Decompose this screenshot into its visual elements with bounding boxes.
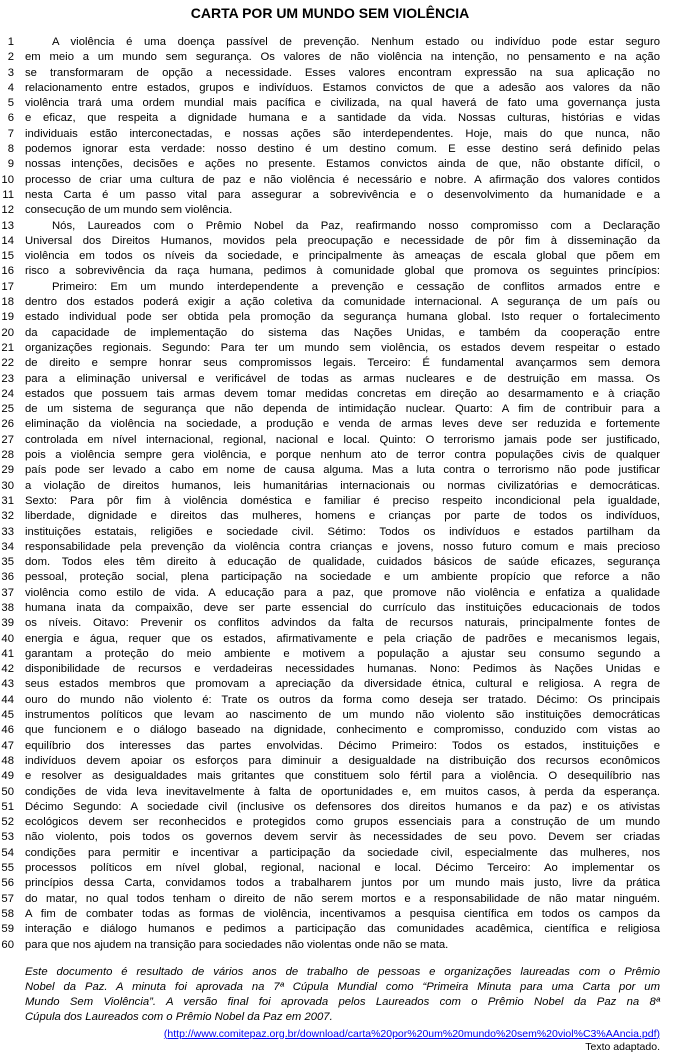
line-number: 8	[7, 143, 14, 156]
line-text: responsabilidade pela prevenção da violência contra crianças e jovens, nosso futuro comum e mais precioso	[25, 540, 660, 553]
line-text: se transformaram de opção a necessidade. Esses valores encontram expressão na sua aplicação no	[25, 66, 660, 79]
text-line	[0, 601, 660, 616]
line-text: podemos ignorar esta verdade: nosso destino é um destino comum. E esse destino será definido pelas	[25, 143, 660, 156]
line-number: 40	[1, 632, 14, 645]
source-link[interactable]	[164, 1028, 660, 1040]
text-line	[0, 938, 660, 953]
line-number: 29	[1, 464, 14, 477]
text-line	[0, 785, 660, 800]
line-text: para que nos ajudem na transição para sociedades não violentas onde não se mata.	[25, 938, 449, 951]
line-text: do matar, no qual todos tenham o direito de não serem mortos e a responsabilidade de não matar ninguém.	[25, 892, 660, 905]
text-line	[0, 372, 660, 387]
line-number: 60	[1, 938, 14, 951]
text-line	[0, 234, 660, 249]
line-text: indivíduos devem apoiar os esforços para diminuir a desigualdade na distribuição dos recursos econômicos	[25, 754, 660, 767]
line-text: individuais estão interconectadas, e nossas ações são interdependentes. Hoje, mais do que nunca, não	[25, 127, 660, 140]
line-number: 10	[1, 173, 14, 186]
line-number: 14	[1, 234, 14, 247]
line-number: 32	[1, 510, 14, 523]
line-text: pessoal, proteção social, plena participação na sociedade e um ambiente propício que reforce a não	[25, 571, 660, 584]
line-number: 56	[1, 877, 14, 890]
line-number: 11	[2, 188, 14, 201]
text-line	[0, 264, 660, 279]
line-number: 7	[7, 127, 14, 140]
line-text: ouro do mundo não violento é: Trate os outros da forma como deseja ser tratado. Décimo: Os principais	[25, 693, 660, 706]
text-line	[0, 830, 660, 845]
text-line	[0, 555, 660, 570]
line-number: 26	[1, 418, 14, 431]
text-line	[0, 662, 660, 677]
line-number: 15	[1, 250, 14, 263]
line-text: e eficaz, que respeita a dignidade humana e a santidade da vida. Nossas culturas, histórias e vidas	[25, 112, 660, 125]
text-line	[0, 387, 660, 402]
footer-paragraph	[25, 965, 660, 1026]
line-text: processos políticos em nível global, regional, nacional e local. Décimo Terceiro: Ao implementar os	[25, 862, 660, 875]
text-line	[0, 35, 660, 50]
line-number: 33	[1, 525, 14, 538]
line-number: 41	[1, 647, 14, 660]
line-number: 54	[1, 846, 14, 859]
text-line	[0, 402, 660, 417]
text-line	[0, 249, 660, 264]
text-line	[0, 463, 660, 478]
line-text: dentro dos estados poderá exigir a ação coletiva da comunidade internacional. A segurança de um país ou	[25, 296, 660, 309]
line-number: 1	[7, 36, 14, 48]
text-line	[0, 127, 660, 142]
line-number: 22	[1, 357, 14, 370]
line-text: interação e diálogo humanos e pedimos a participação das comunidades acadêmica, científica e religiosa	[25, 923, 660, 936]
line-number: 43	[1, 678, 14, 691]
line-number: 38	[1, 601, 14, 614]
line-text: eliminação da violência na sociedade, a produção e venda de armas leves deve ser reduzida e fortemente	[25, 418, 660, 431]
footer-line: Mundo Sem Violência”. A versão final foi aprovada pelos Laureados com o Prêmio Nobel da Paz na 8ª	[25, 996, 660, 1009]
line-text: processo de criar uma cultura de paz e não violência é necessário e nobre. A afirmação dos valores contidos	[25, 173, 660, 186]
text-line	[0, 81, 660, 96]
line-number: 13	[1, 219, 14, 232]
line-text: dom. Todos eles têm direito à educação de qualidade, cuidados básicos de saúde eficazes, segurança	[25, 556, 660, 569]
text-line	[0, 754, 660, 769]
line-text: condições de vida leva inevitavelmente à falta de oportunidades e, em muitos casos, à perda da esperança.	[25, 785, 660, 798]
source-link-paren-close: )	[656, 1027, 660, 1040]
line-text: relacionamento entre estados, grupos e indivíduos. Estamos convictos de que a adesão aos valores da não	[25, 81, 660, 94]
line-text: Décimo Segundo: A sociedade civil (inclusive os defensores dos direitos humanos e da paz) e os ativistas	[25, 800, 660, 813]
text-line	[0, 570, 660, 585]
line-text: instrumentos políticos que levam ao nascimento de um mundo não violento são instituições democráticas	[25, 709, 660, 722]
line-number: 47	[1, 739, 14, 752]
text-line	[0, 907, 660, 922]
text-line	[0, 448, 660, 463]
text-line	[0, 647, 660, 662]
text-line	[0, 111, 660, 126]
line-text: não violento, pois todos os governos devem servir às necessidades de seu povo. Devem ser criadas	[25, 831, 660, 844]
line-number: 30	[1, 479, 14, 492]
text-line	[0, 219, 660, 234]
line-number: 57	[1, 892, 14, 905]
text-line	[0, 861, 660, 876]
line-text: violência trará uma ordem mundial mais pacífica e civilizada, na qual haverá de fato uma governança justa	[25, 97, 660, 110]
line-text: de um sistema de segurança que não dependa de intimidação nuclear. Quarto: A fim de contribuir para a	[25, 403, 660, 416]
text-line	[0, 479, 660, 494]
text-line	[0, 922, 660, 937]
document-title: CARTA POR UM MUNDO SEM VIOLÊNCIA	[190, 5, 470, 21]
line-number: 27	[1, 433, 14, 446]
line-text: violência em todos os níveis da sociedade, e principalmente às ameaças de escala global que põem em	[25, 250, 660, 263]
text-line	[0, 616, 660, 631]
line-text: nossas intenções, decisões e ações no presente. Estamos convictos ainda de que, não obstante difícil, o	[25, 158, 660, 171]
line-text: energia e água, requer que os estados, afirmativamente e pela criação de padrões e mecanismos legais,	[25, 632, 660, 645]
text-line	[0, 769, 660, 784]
text-line	[0, 540, 660, 555]
line-number: 35	[1, 556, 14, 569]
line-text: violência como estilo de vida. A educação para a paz, que promove não violência e enfatiza a qualidade	[25, 586, 660, 599]
text-line	[0, 509, 660, 524]
text-line	[0, 66, 660, 81]
source-link-paren-open: (	[163, 1027, 168, 1040]
line-number: 31	[1, 494, 14, 507]
line-number: 17	[1, 280, 14, 293]
line-number: 48	[1, 754, 14, 767]
text-line	[0, 356, 660, 371]
line-number: 59	[1, 923, 14, 936]
text-line	[0, 846, 660, 861]
text-line	[0, 280, 660, 295]
footer-line: Este documento é resultado de vários anos de trabalho de pessoas e organizações laureadas com o Prêmio	[25, 965, 660, 978]
credit-text: Texto adaptado.	[585, 1040, 660, 1053]
line-text: os níveis. Oitavo: Prevenir os conflitos advindos da falta de recursos naturais, principalmente fontes de	[25, 617, 660, 630]
line-number: 16	[1, 265, 14, 278]
line-number: 4	[7, 81, 14, 94]
line-text: de direito e sempre honrar seus compromissos legais. Terceiro: É fundamental avançarmos sem demora	[25, 357, 660, 370]
text-line	[0, 326, 660, 341]
line-number: 25	[1, 403, 14, 416]
line-number: 34	[1, 540, 14, 553]
line-number: 12	[1, 204, 14, 217]
text-line	[0, 723, 660, 738]
text-line	[0, 525, 660, 540]
line-number: 52	[1, 816, 14, 829]
line-number: 39	[1, 617, 14, 630]
line-number: 19	[1, 311, 14, 324]
line-text: consecução de um mundo sem violência.	[25, 204, 233, 217]
line-text: controlada em nível internacional, regional, nacional e local. Quinto: O terrorismo jamais pode ser justificado,	[25, 433, 660, 446]
text-line	[0, 708, 660, 723]
line-text: para a eliminação universal e verificável de todas as armas nucleares e de destruição em massa. Os	[25, 372, 660, 385]
line-text: em meio a um mundo sem segurança. Os valores de não violência na intenção, no pensamento e na ação	[25, 51, 660, 64]
text-line	[0, 203, 660, 218]
text-line	[0, 632, 660, 647]
line-number: 9	[7, 158, 14, 171]
line-number: 45	[1, 709, 14, 722]
source-link-url: http://www.comitepaz.org.br/download/carta%20por%20um%20mundo%20sem%20viol%C3%AAncia.pdf	[167, 1027, 657, 1040]
text-line	[0, 188, 660, 203]
line-number: 6	[7, 112, 14, 125]
line-number: 23	[1, 372, 14, 385]
text-line	[0, 739, 660, 754]
line-text: pois a violência sempre gera violência, e porque nenhum ato de terror contra populações civis de qualquer	[25, 449, 660, 462]
footer-note	[25, 965, 660, 1053]
text-line	[0, 96, 660, 111]
line-number: 46	[1, 724, 14, 737]
line-text: Nós, Laureados com o Prêmio Nobel da Paz, reafirmando nosso compromisso com a Declaração	[52, 219, 660, 232]
line-text: país pode ser levado a cabo em nome de causa alguma. Mas a luta contra o terrorismo não pode justificar	[25, 464, 660, 477]
text-line	[0, 693, 660, 708]
text-line	[0, 494, 660, 509]
line-number: 55	[1, 862, 14, 875]
text-line	[0, 433, 660, 448]
text-line	[0, 892, 660, 907]
line-number: 20	[1, 326, 14, 339]
line-text: estado individual pode ser obtida pela promoção da segurança humana global. Isto requer o fortalecimento	[25, 311, 660, 324]
line-text: equilíbrio dos interesses das partes envolvidas. Décimo Primeiro: Todos os estados, instituições e	[25, 739, 660, 752]
line-text: risco a sobrevivência da raça humana, pedimos à comunidade global que promova os seguintes princípios:	[25, 265, 660, 278]
text-line	[0, 341, 660, 356]
text-line	[0, 815, 660, 830]
line-number: 49	[1, 770, 14, 783]
text-line	[0, 295, 660, 310]
line-number: 2	[7, 51, 14, 64]
line-text: garantam a proteção do meio ambiente e motivem a população a ajustar seu consumo segundo a	[25, 647, 660, 660]
line-text: princípios dessa Carta, convidamos todos a trabalharem juntos por um mundo mais justo, livre da prática	[25, 877, 660, 890]
line-text: Sexto: Para pôr fim à violência doméstica e familiar é preciso respeito incondicional pela igualdade,	[25, 494, 660, 507]
line-text: disponibilidade de recursos e verdadeiras necessidades humanas. Nono: Pedimos às Nações Unidas e	[25, 663, 660, 676]
text-line	[0, 417, 660, 432]
line-text: liberdade, dignidade e direitos das mulheres, homens e crianças por parte de todos os indivíduos,	[25, 510, 660, 523]
line-text: nesta Carta é um passo vital para assegurar a sobrevivência e o desenvolvimento da humanidade e a	[25, 188, 660, 201]
line-text: Universal dos Direitos Humanos, movidos pela preocupação e necessidade de pôr fim à disseminação da	[25, 234, 660, 247]
line-number: 51	[1, 800, 14, 813]
footer-line: Cúpula dos Laureados com o Prêmio Nobel da Paz em 2007.	[25, 1011, 333, 1024]
line-text: humana inata da compaixão, deve ser parte essencial do currículo das instituições educacionais de todos	[25, 601, 660, 614]
text-line	[0, 800, 660, 815]
line-text: Primeiro: Em um mundo interdependente a prevenção e cessação de conflitos armados entre e	[52, 280, 660, 293]
line-text: A violência é uma doença passível de prevenção. Nenhum estado ou indivíduo pode estar seguro	[52, 36, 660, 48]
line-number: 50	[1, 785, 14, 798]
line-number: 18	[1, 296, 14, 309]
text-line	[0, 157, 660, 172]
document-body	[0, 35, 660, 953]
line-number: 28	[1, 449, 14, 462]
line-number: 37	[1, 586, 14, 599]
text-line	[0, 142, 660, 157]
text-line	[0, 173, 660, 188]
line-number: 21	[1, 341, 14, 354]
line-text: condições para permitir e incentivar a participação da sociedade civil, especialmente das mulheres, nos	[25, 846, 660, 859]
text-line	[0, 310, 660, 325]
text-line	[0, 50, 660, 65]
line-number: 3	[7, 66, 14, 79]
text-line	[0, 677, 660, 692]
line-number: 44	[1, 693, 14, 706]
text-line	[0, 876, 660, 891]
line-text: seus estados membros que promovam a apreciação da diversidade étnica, cultural e religiosa. A regra de	[25, 678, 660, 691]
line-text: instituições estatais, religiões e sociedade civil. Sétimo: Todos os indivíduos e estados partilham da	[25, 525, 660, 538]
line-text: e resolver as desigualdades mais gritantes que constituem solo fértil para a violência. O desequilíbrio nas	[25, 770, 660, 783]
line-number: 24	[1, 387, 14, 400]
line-text: A fim de combater todas as formas de violência, incentivamos a pesquisa científica em todos os campos da	[25, 907, 660, 920]
line-text: a violação de direitos humanos, leis humanitárias internacionais ou normas civilizatórias e democráticas.	[25, 479, 660, 492]
line-number: 5	[7, 97, 14, 110]
line-text: que funcionem e o diálogo baseado na dignidade, conhecimento e compromisso, conduzido com vistas ao	[25, 724, 660, 737]
line-text: estados que possuem tais armas devem tomar medidas concretas em direção ao desarmamento e à criação	[25, 387, 660, 400]
line-number: 36	[1, 571, 14, 584]
line-number: 42	[1, 663, 14, 676]
line-number: 58	[1, 907, 14, 920]
line-text: ecológicos devem ser reconhecidos e protegidos como grupos essenciais para a construção de um mundo	[25, 816, 660, 829]
source-link-line	[25, 1028, 660, 1041]
line-text: organizações regionais. Segundo: Para ter um mundo sem violência, os estados devem respeitar o estado	[25, 341, 660, 354]
line-text: da capacidade de implementação do sistema das Nações Unidas, e também da cooperação entre	[25, 326, 660, 339]
text-line	[0, 586, 660, 601]
line-number: 53	[1, 831, 14, 844]
footer-line: Nobel da Paz. A minuta foi aprovada na 7ª Cúpula Mundial como “Primeira Minuta para uma Carta por um	[25, 981, 660, 994]
